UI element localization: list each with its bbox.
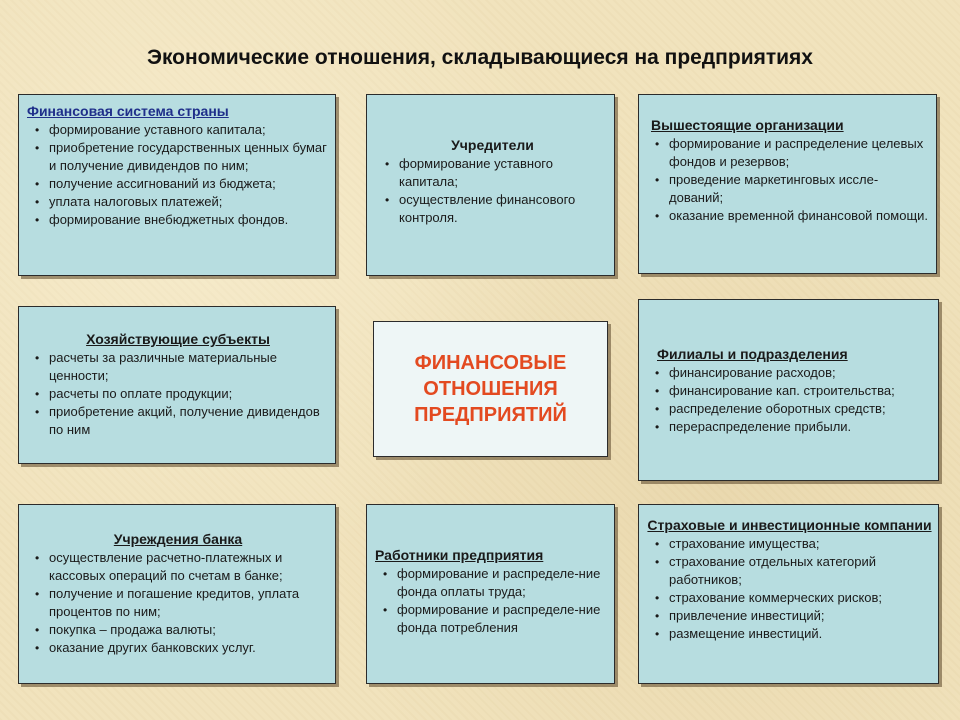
list-item: • привлечение инвестиций; — [647, 607, 932, 625]
center-title-box — [373, 321, 608, 457]
box-title: Учреждения банка — [113, 531, 243, 547]
list-item: • формирование уставного капитала; — [27, 121, 329, 139]
box-higher-orgs — [638, 94, 937, 274]
box-insurance — [638, 504, 939, 684]
list-item: • формирование уставного капитала; — [377, 155, 608, 191]
box-list — [27, 121, 329, 229]
list-item: • осуществление расчетно-платежных и кассовых операций по счетам в банке; — [27, 549, 329, 585]
list-item: • приобретение акций, получение дивидендов по ним — [27, 403, 329, 439]
box-title: Хозяйствующие субъекты — [86, 331, 270, 347]
page-title: Экономические отношения, складывающиеся на предприятиях — [147, 46, 813, 69]
list-item: • формирование и распределе-ние фонда оплаты труда; — [375, 565, 608, 601]
box-fin-system — [18, 94, 336, 276]
box-list — [377, 155, 608, 227]
list-item: • страхование имущества; — [647, 535, 932, 553]
box-title: Учредители — [451, 137, 534, 153]
list-item: • распределение оборотных средств; — [647, 400, 932, 418]
list-item: • расчеты по оплате продукции; — [27, 385, 329, 403]
list-item: • приобретение государственных ценных бумаг и получение дивидендов по ним; — [27, 139, 329, 175]
box-list — [647, 135, 930, 225]
list-item: • оказание других банковских услуг. — [27, 639, 329, 657]
box-title: Работники предприятия — [375, 547, 544, 563]
list-item: • формирование и распределение целевых фондов и резервов; — [647, 135, 930, 171]
list-item: • покупка – продажа валюты; — [27, 621, 329, 639]
list-item: • уплата налоговых платежей; — [27, 193, 329, 211]
list-item: • формирование внебюджетных фондов. — [27, 211, 329, 229]
box-list — [647, 535, 932, 643]
box-list — [27, 549, 329, 657]
list-item: • проведение маркетинговых иссле-дований; — [647, 171, 930, 207]
center-line-3: ПРЕДПРИЯТИЙ — [414, 404, 567, 426]
box-list — [27, 349, 329, 439]
box-branches — [638, 299, 939, 481]
box-title: Вышестоящие организации — [651, 117, 844, 133]
list-item: • размещение инвестиций. — [647, 625, 932, 643]
list-item: • получение и погашение кредитов, уплата процентов по ним; — [27, 585, 329, 621]
box-founders — [366, 94, 615, 276]
box-title: Финансовая система страны — [27, 103, 229, 119]
list-item: • перераспределение прибыли. — [647, 418, 932, 436]
box-banks — [18, 504, 336, 684]
box-workers — [366, 504, 615, 684]
list-item: • получение ассигнований из бюджета; — [27, 175, 329, 193]
box-title: Страховые и инвестиционные компании — [647, 517, 932, 533]
box-entities — [18, 306, 336, 464]
box-title: Филиалы и подразделения — [657, 346, 848, 362]
list-item: • финансирование кап. строительства; — [647, 382, 932, 400]
center-line-1: ФИНАНСОВЫЕ — [414, 352, 567, 374]
list-item: • страхование отдельных категорий работников; — [647, 553, 932, 589]
list-item: • оказание временной финансовой помощи. — [647, 207, 930, 225]
center-line-2: ОТНОШЕНИЯ — [423, 378, 558, 400]
list-item: • формирование и распределе-ние фонда потребления — [375, 601, 608, 637]
box-list — [375, 565, 608, 637]
list-item: • осуществление финансового контроля. — [377, 191, 608, 227]
list-item: • финансирование расходов; — [647, 364, 932, 382]
list-item: • страхование коммерческих рисков; — [647, 589, 932, 607]
list-item: • расчеты за различные материальные ценности; — [27, 349, 329, 385]
box-list — [647, 364, 932, 436]
